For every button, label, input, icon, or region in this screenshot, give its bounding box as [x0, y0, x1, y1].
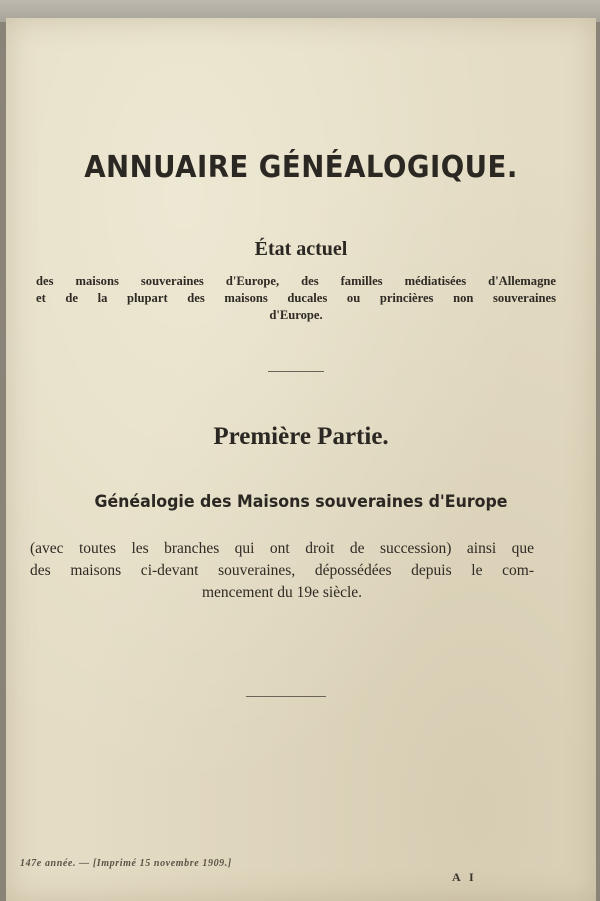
document-title: ANNUAIRE GÉNÉALOGIQUE.: [84, 150, 518, 185]
note-line: (avec toutes les branches qui ont droit de succession) ainsi que: [30, 540, 534, 557]
imprint-footer: 147e année. — [Imprimé 15 novembre 1909.]: [20, 858, 232, 869]
note-line: mencement du 19e siècle.: [201, 584, 363, 601]
description-line: et de la plupart des maisons ducales ou princières non souveraines: [36, 291, 556, 305]
part-heading: Première Partie.: [213, 423, 389, 450]
section-note: [30, 538, 534, 604]
divider-rule: [246, 696, 326, 697]
section-heading: Généalogie des Maisons souveraines d'Europe: [94, 492, 508, 512]
description-line: des maisons souveraines d'Europe, des familles médiatisées d'Allemagne: [36, 274, 556, 288]
divider-rule: [268, 371, 324, 372]
document-subtitle: État actuel: [254, 238, 348, 260]
document-page: [6, 18, 596, 901]
document-description: [36, 273, 556, 324]
signature-mark: A I: [452, 870, 477, 884]
note-line: des maisons ci-devant souveraines, dépossédées depuis le com-: [30, 562, 534, 579]
description-line: d'Europe.: [269, 308, 323, 322]
